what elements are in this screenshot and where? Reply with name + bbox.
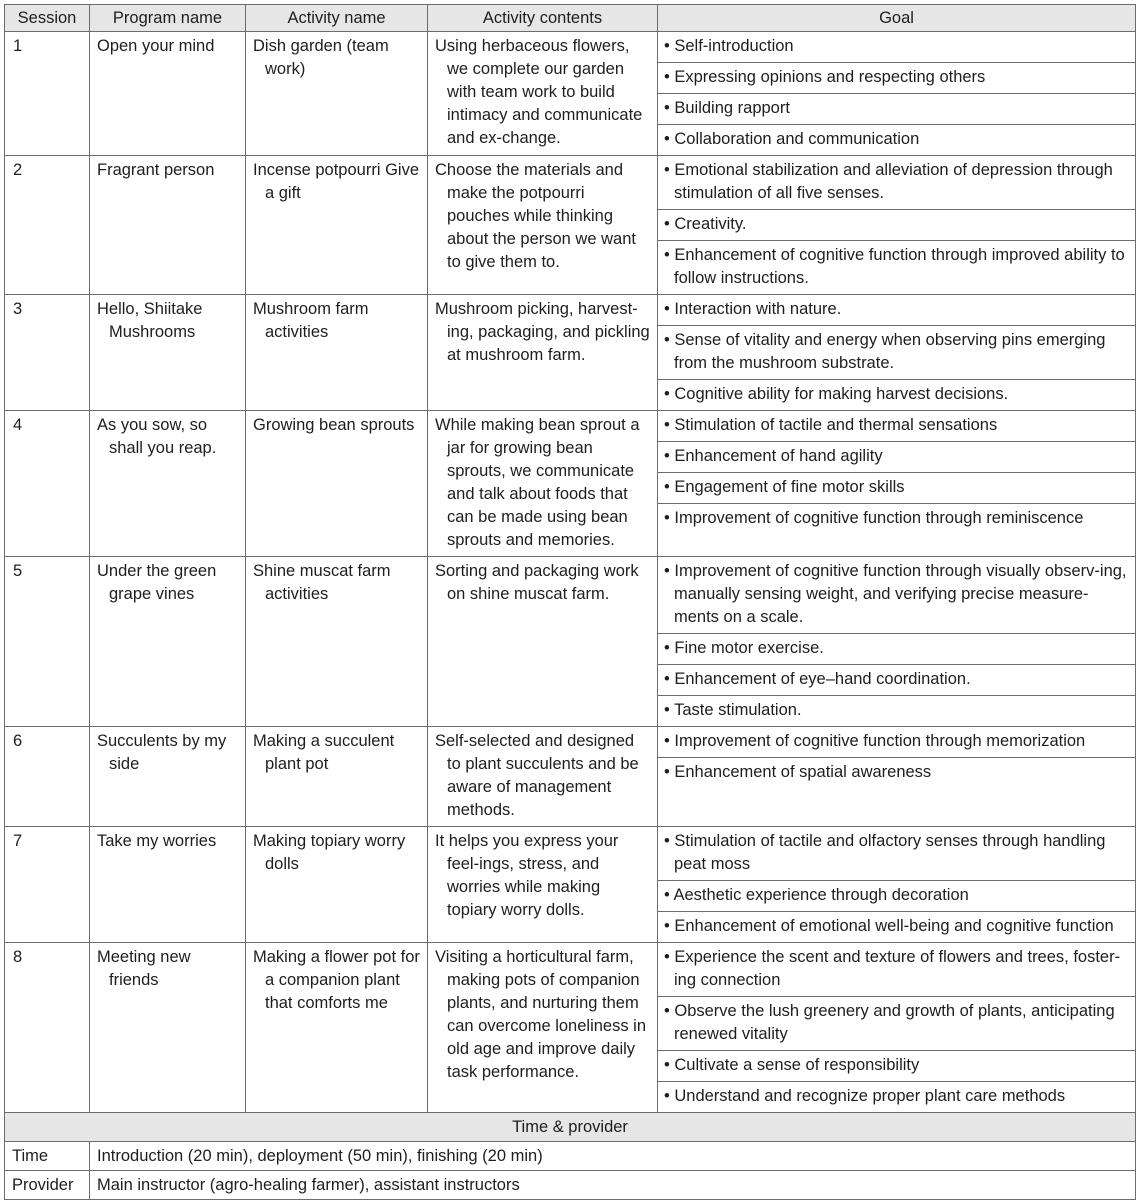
time-value: Introduction (20 min), deployment (50 min), finishing (20 min)	[97, 1146, 543, 1165]
time-provider-section-row	[5, 1113, 1136, 1142]
header-activity-contents: Activity contents	[428, 5, 658, 32]
goal-item: • Engagement of fine motor skills	[658, 473, 1135, 504]
activity-contents: While making bean sprout a jar for growing bean sprouts, we communicate and talk about foods that can be made using bean sprouts and memories.	[435, 416, 640, 549]
time-label: Time	[12, 1146, 49, 1165]
goal-item: • Creativity.	[658, 210, 1135, 241]
activity-contents: It helps you express your feel-ings, stress, and worries while making topiary worry dolls.	[435, 832, 619, 919]
goal-list	[658, 295, 1136, 411]
goal-list	[658, 32, 1136, 156]
goal-item: • Enhancement of cognitive function through improved ability to follow instructions.	[664, 246, 1125, 287]
header-program-name: Program name	[90, 5, 246, 32]
goal-list	[658, 727, 1136, 827]
goal-item: • Stimulation of tactile and thermal sensations	[658, 411, 1135, 442]
session-row	[5, 32, 1136, 156]
header-activity-name: Activity name	[246, 5, 428, 32]
activity-name: Incense potpourri Give a gift	[253, 161, 420, 202]
session-number: 8	[13, 948, 23, 966]
activity-contents: Using herbaceous flowers, we complete our garden with team work to build intimacy and communicate and ex-change.	[435, 37, 643, 147]
activity-contents: Self-selected and designed to plant succulents and be aware of management methods.	[435, 732, 639, 819]
goal-item: • Stimulation of tactile and olfactory senses through handling peat moss	[658, 827, 1135, 881]
session-number: 2	[13, 161, 23, 179]
activity-contents: Mushroom picking, harvest-ing, packaging, and pickling at mushroom farm.	[435, 300, 650, 364]
header-goal: Goal	[658, 5, 1136, 32]
activity-contents: Choose the materials and make the potpourri pouches while thinking about the person we want to give them to.	[435, 161, 636, 271]
goal-list	[658, 827, 1136, 943]
activity-name: Mushroom farm activities	[253, 300, 369, 341]
goal-item: • Collaboration and communication	[664, 130, 920, 148]
header-row	[5, 5, 1136, 32]
program-name: Under the green grape vines	[97, 562, 217, 603]
goal-list	[658, 411, 1136, 557]
program-name: Meeting new friends	[97, 948, 191, 989]
program-table	[4, 4, 1136, 1200]
program-name: Hello, Shiitake Mushrooms	[97, 300, 203, 341]
goal-item: • Self-introduction	[658, 32, 1135, 63]
activity-contents: Sorting and packaging work on shine muscat farm.	[435, 562, 639, 603]
activity-name: Making a flower pot for a companion plant that comforts me	[253, 948, 420, 1012]
goal-item: • Taste stimulation.	[664, 701, 802, 719]
session-row	[5, 827, 1136, 943]
session-row	[5, 156, 1136, 295]
goal-list	[658, 156, 1136, 295]
goal-item: • Expressing opinions and respecting others	[658, 63, 1135, 94]
session-row	[5, 411, 1136, 557]
program-name: Succulents by my side	[97, 732, 227, 773]
goal-item: • Cultivate a sense of responsibility	[658, 1051, 1135, 1082]
goal-list	[658, 557, 1136, 727]
header-session: Session	[5, 5, 90, 32]
session-row	[5, 943, 1136, 1113]
goal-item: • Experience the scent and texture of flowers and trees, foster-ing connection	[658, 943, 1135, 997]
provider-row	[5, 1171, 1136, 1200]
activity-name: Shine muscat farm activities	[253, 562, 391, 603]
goal-item: • Cognitive ability for making harvest decisions.	[664, 385, 1009, 403]
provider-label: Provider	[12, 1175, 74, 1194]
goal-item: • Improvement of cognitive function through memorization	[658, 727, 1135, 758]
session-number: 5	[13, 562, 23, 580]
session-rows	[5, 32, 1136, 1113]
goal-item: • Understand and recognize proper plant care methods	[664, 1087, 1066, 1105]
time-row	[5, 1142, 1136, 1171]
program-name: As you sow, so shall you reap.	[97, 416, 217, 457]
activity-name: Making a succulent plant pot	[253, 732, 395, 773]
session-number: 1	[13, 37, 23, 55]
activity-contents: Visiting a horticultural farm, making pots of companion plants, and nurturing them can overcome loneliness in old age and improve daily task performance.	[435, 948, 647, 1081]
activity-name: Making topiary worry dolls	[253, 832, 406, 873]
session-row	[5, 295, 1136, 411]
provider-value: Main instructor (agro-healing farmer), assistant instructors	[97, 1175, 520, 1194]
goal-item: • Emotional stabilization and alleviation of depression through stimulation of all five senses.	[658, 156, 1135, 210]
program-name: Open your mind	[97, 37, 215, 55]
session-number: 7	[13, 832, 23, 850]
goal-item: • Improvement of cognitive function through reminiscence	[664, 509, 1084, 527]
session-number: 6	[13, 732, 23, 750]
session-number: 4	[13, 416, 23, 434]
goal-item: • Observe the lush greenery and growth of plants, anticipating renewed vitality	[658, 997, 1135, 1051]
goal-item: • Improvement of cognitive function through visually observ-ing, manually sensing weight, and verifying precise measure-ments on a scale.	[658, 557, 1135, 634]
goal-item: • Enhancement of eye–hand coordination.	[658, 665, 1135, 696]
goal-item: • Interaction with nature.	[658, 295, 1135, 326]
goal-item: • Enhancement of emotional well-being and cognitive function	[664, 917, 1114, 935]
session-row	[5, 727, 1136, 827]
activity-name: Growing bean sprouts	[253, 416, 415, 434]
goal-item: • Sense of vitality and energy when observing pins emerging from the mushroom substrate.	[658, 326, 1135, 380]
goal-item: • Enhancement of hand agility	[658, 442, 1135, 473]
goal-list	[658, 943, 1136, 1113]
goal-item: • Fine motor exercise.	[658, 634, 1135, 665]
activity-name: Dish garden (team work)	[253, 37, 389, 78]
goal-item: • Aesthetic experience through decoration	[658, 881, 1135, 912]
goal-item: • Building rapport	[658, 94, 1135, 125]
program-name: Fragrant person	[97, 161, 215, 179]
session-number: 3	[13, 300, 23, 318]
time-provider-title: Time & provider	[5, 1113, 1136, 1142]
program-name: Take my worries	[97, 832, 217, 850]
goal-item: • Enhancement of spatial awareness	[664, 763, 932, 781]
session-row	[5, 557, 1136, 727]
